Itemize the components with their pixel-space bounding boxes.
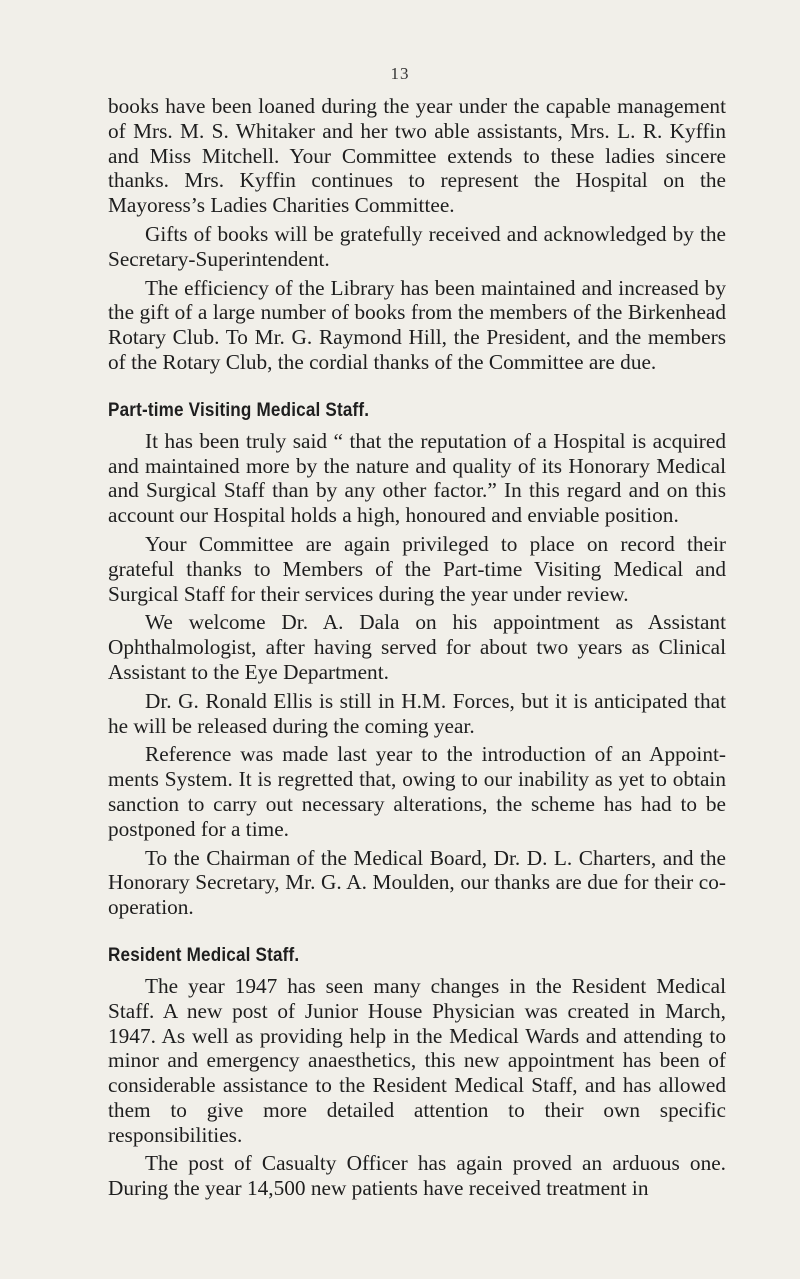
ellis-paragraph: Dr. G. Ronald Ellis is still in H.M. Forces, but it is anticipated that he will be released during the coming year. [108, 688, 726, 738]
appointments-paragraph: Reference was made last year to the introduction of an Appointments System. It is regretted that, owing to our inability as yet to obtain sanction to carry out necessary alterations, the scheme has had to be postponed for a time. [108, 742, 726, 841]
part-time-staff-heading: Part-time Visiting Medical Staff. [108, 399, 370, 421]
chairman-paragraph: To the Chairman of the Medical Board, Dr. D. L. Charters, and the Honorary Secretary, Mr. G. A. Moulden, our thanks are due for their co-operation. [108, 845, 726, 920]
resident-staff-heading: Resident Medical Staff. [108, 944, 300, 966]
dala-paragraph: We welcome Dr. A. Dala on his appointment as Assistant Ophthalmologist, after having served for about two years as Clinical Assistant to the Eye Department. [108, 610, 726, 684]
changes-paragraph: The year 1947 has seen many changes in the Resident Medical Staff. A new post of Junior House Physician was created in March, 1947. As well as providing help in the Medical Wards and attending to minor and emergency anaesthetics, this new appointment has been of considerable assistance to the Resident Medical Staff, and has allowed them to give more detailed attention to their own specific responsibilities. [108, 973, 726, 1147]
reputation-paragraph: It has been truly said “ that the reputation of a Hospital is acquired and maintained more by the nature and quality of its Honorary Medical and Surgical Staff than by any other factor.” In this regard and on this account our Hospital holds a high, honoured and enviable position. [108, 428, 726, 528]
rotary-paragraph: The efficiency of the Library has been maintained and increased by the gift of a large number of books from the members of the Birkenhead Rotary Club. To Mr. G. Raymond Hill, the President, and the members of the Rotary Club, the cordial thanks of the Committee are due. [108, 275, 726, 374]
page-body [108, 94, 726, 1205]
thanks-paragraph: Your Committee are again privileged to place on record their grateful thanks to Members of the Part-time Visiting Medical and Surgical Staff for their services during the year under review. [108, 531, 726, 606]
casualty-paragraph: The post of Casualty Officer has again proved an arduous one. During the year 14,500 new patients have received treatment in [108, 1151, 726, 1201]
gifts-paragraph: Gifts of books will be gratefully received and acknowledged by the Secretary-Superintendent. [108, 221, 726, 271]
library-paragraph: books have been loaned during the year under the capable management of Mrs. M. S. Whitaker and her two able assistants, Mrs. L. R. Kyffin and Miss Mitchell. Your Committee extends to these ladies sincere thanks. Mrs. Kyffin continues to represent the Hospital on the Mayoress’s Ladies Charities Committee. [108, 94, 726, 218]
page-number: 13 [390, 64, 410, 83]
